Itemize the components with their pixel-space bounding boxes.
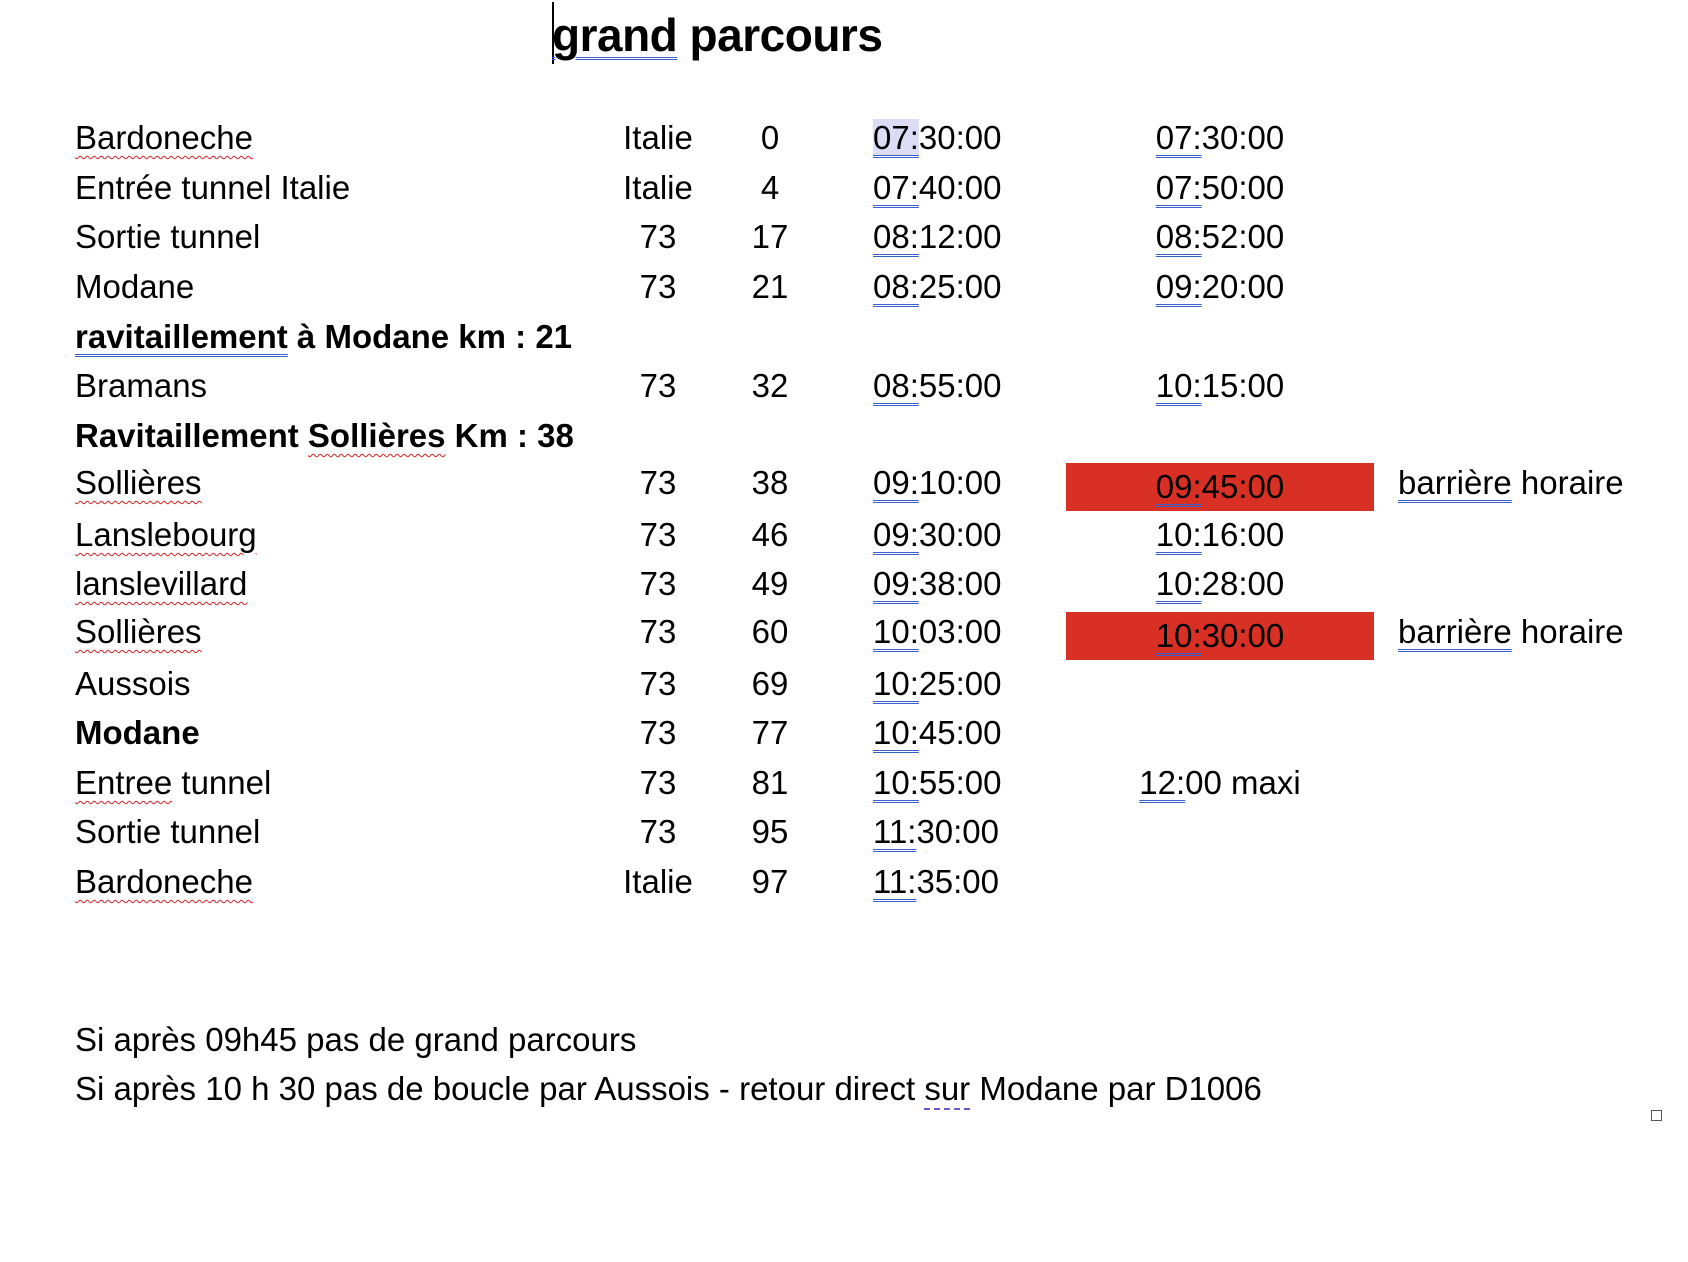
- row-time-limit: 10:16:00: [1155, 516, 1285, 553]
- row-time-estimate: 08:55:00: [873, 367, 1002, 404]
- row-km: 4: [760, 169, 780, 206]
- row-time-estimate: 09:30:00: [873, 516, 1002, 553]
- row-km: 38: [751, 464, 789, 501]
- table-row[interactable]: [0, 215, 1688, 259]
- table-row[interactable]: [0, 166, 1688, 210]
- row-time-limit: 09:20:00: [1155, 268, 1285, 305]
- table-row[interactable]: [0, 116, 1688, 160]
- row-department: 73: [639, 613, 677, 650]
- row-km: 77: [751, 714, 789, 751]
- footer-line-1[interactable]: Si après 09h45 pas de grand parcours: [75, 1021, 637, 1058]
- row-time-estimate: 07:40:00: [873, 169, 1002, 206]
- table-row[interactable]: [0, 610, 1688, 654]
- table-row[interactable]: [0, 810, 1688, 854]
- row-time-estimate: 10:03:00: [873, 613, 1002, 650]
- row-name: Bardoneche: [75, 863, 253, 900]
- table-row[interactable]: [0, 461, 1688, 505]
- table-row[interactable]: [0, 315, 1688, 359]
- row-name: Bramans: [75, 367, 208, 404]
- row-department: Italie: [623, 863, 693, 900]
- table-row[interactable]: [0, 711, 1688, 755]
- table-row[interactable]: [0, 761, 1688, 805]
- row-time-limit: 10:28:00: [1155, 565, 1285, 602]
- table-row[interactable]: [0, 265, 1688, 309]
- table-row[interactable]: [0, 414, 1688, 458]
- row-name: Entree tunnel: [75, 764, 272, 801]
- row-department: Italie: [623, 119, 693, 156]
- row-department: 73: [639, 714, 677, 751]
- row-name: Lanslebourg: [75, 516, 257, 553]
- row-time-estimate: 10:45:00: [873, 714, 1002, 751]
- row-time-limit: 07:50:00: [1155, 169, 1285, 206]
- row-department: 73: [639, 516, 677, 553]
- row-name: Modane: [75, 714, 200, 751]
- cutoff-time-highlight: 10:30:00: [1066, 612, 1374, 660]
- row-department: 73: [639, 665, 677, 702]
- table-row[interactable]: [0, 860, 1688, 904]
- row-km: 21: [751, 268, 789, 305]
- row-name: Sortie tunnel: [75, 218, 261, 255]
- row-km: 46: [751, 516, 789, 553]
- table-row[interactable]: [0, 513, 1688, 557]
- row-time-estimate: 11:35:00: [873, 863, 1000, 900]
- document-title[interactable]: grand parcours: [552, 9, 883, 61]
- row-time-estimate: 10:25:00: [873, 665, 1002, 702]
- footer-line-2[interactable]: Si après 10 h 30 pas de boucle par Aussois - retour direct sur Modane par D1006: [75, 1070, 1262, 1107]
- row-name: Sollières: [75, 464, 202, 501]
- row-km: 17: [751, 218, 789, 255]
- row-time-limit: 12:00 maxi: [1139, 764, 1301, 801]
- row-department: 73: [639, 218, 677, 255]
- row-time-estimate: 07:30:00: [873, 119, 1002, 156]
- row-km: 95: [751, 813, 789, 850]
- row-name: Sollières: [75, 613, 202, 650]
- row-km: 0: [760, 119, 780, 156]
- table-row[interactable]: [0, 364, 1688, 408]
- row-department: Italie: [623, 169, 693, 206]
- row-time-estimate: 09:38:00: [873, 565, 1002, 602]
- row-km: 49: [751, 565, 789, 602]
- row-department: 73: [639, 565, 677, 602]
- row-time-estimate: 08:12:00: [873, 218, 1002, 255]
- row-name: Aussois: [75, 665, 191, 702]
- row-time-estimate: 08:25:00: [873, 268, 1002, 305]
- resize-handle[interactable]: [1651, 1110, 1662, 1121]
- row-name: Modane: [75, 268, 195, 305]
- row-time-limit: 10:15:00: [1155, 367, 1285, 404]
- row-time-limit: 08:52:00: [1155, 218, 1285, 255]
- table-row[interactable]: [0, 562, 1688, 606]
- row-time-limit: 07:30:00: [1155, 119, 1285, 156]
- row-department: 73: [639, 464, 677, 501]
- row-name: Sortie tunnel: [75, 813, 261, 850]
- row-name: Bardoneche: [75, 119, 253, 156]
- row-time-estimate: 10:55:00: [873, 764, 1002, 801]
- row-name: ravitaillement à Modane km : 21: [75, 318, 573, 355]
- row-km: 97: [751, 863, 789, 900]
- row-department: 73: [639, 813, 677, 850]
- table-row[interactable]: [0, 662, 1688, 706]
- row-time-estimate: 09:10:00: [873, 464, 1002, 501]
- row-department: 73: [639, 268, 677, 305]
- row-name: lanslevillard: [75, 565, 248, 602]
- row-name: Entrée tunnel Italie: [75, 169, 351, 206]
- row-km: 81: [751, 764, 789, 801]
- row-km: 60: [751, 613, 789, 650]
- row-note: barrière horaire: [1398, 464, 1624, 501]
- row-department: 73: [639, 367, 677, 404]
- cutoff-time-highlight: 09:45:00: [1066, 463, 1374, 511]
- row-department: 73: [639, 764, 677, 801]
- row-km: 32: [751, 367, 789, 404]
- row-note: barrière horaire: [1398, 613, 1624, 650]
- row-km: 69: [751, 665, 789, 702]
- row-time-estimate: 11:30:00: [873, 813, 1000, 850]
- row-name: Ravitaillement Sollières Km : 38: [75, 417, 574, 454]
